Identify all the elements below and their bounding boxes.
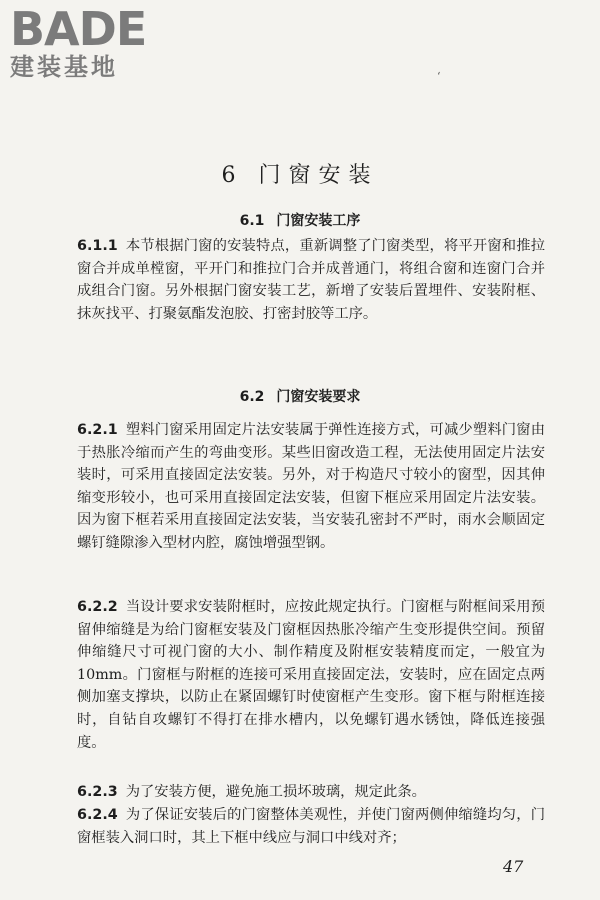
logo-subtitle: 建装基地 [10, 53, 118, 81]
clause-6-2-2 [77, 596, 545, 754]
section-title: 门窗安装要求 [276, 389, 361, 405]
section-heading-6-1 [0, 210, 600, 230]
clause-text: 为了安装方便，避免施工损坏玻璃，规定此条。 [125, 784, 426, 800]
clause-6-1-1 [77, 235, 545, 325]
clause-number: 6.2.2 [77, 599, 118, 615]
clause-text: 为了保证安装后的门窗整体美观性，并使门窗两侧伸缩缝均匀，门窗框装入洞口时，其上下框中线应与洞口中线对齐； [77, 807, 545, 846]
clause-6-2-1 [77, 419, 545, 555]
logo [10, 2, 147, 82]
scan-mark: ʻ [437, 70, 441, 83]
section-heading-6-2 [0, 386, 600, 406]
clause-text: 当设计要求安装附框时，应按此规定执行。门窗框与附框间采用预留伸缩缝是为给门窗框安装及门窗框因热胀冷缩产生变形提供空间。预留伸缩缝尺寸可视门窗的大小、制作精度及附框安装精度而定，一般宜为10mm。门窗框与附框的连接可采用直接固定法，安装时，应在固定点两侧加塞支撑块，以防止在紧固螺钉时使窗框产生变形。窗下框与附框连接时，自钻自攻螺钉不得打在排水槽内，以免螺钉遇水锈蚀，降低连接强度。 [77, 599, 545, 751]
section-number: 6.1 [239, 213, 265, 229]
logo-wordmark: BADE [10, 2, 147, 56]
chapter-title: 6 门窗安装 [221, 163, 379, 188]
clause-number: 6.2.1 [77, 422, 118, 438]
clause-6-2-3 [77, 781, 545, 804]
clause-number: 6.1.1 [77, 238, 118, 254]
clause-text: 塑料门窗采用固定片法安装属于弹性连接方式，可减少塑料门窗由于热胀冷缩而产生的弯曲变形。某些旧窗改造工程，无法使用固定片法安装时，可采用直接固定法安装。另外，对于构造尺寸较小的窗型，因其伸缩变形较小，也可采用直接固定法安装，但窗下框应采用固定片法安装。因为窗下框若采用直接固定法安装，当安装孔密封不严时，雨水会顺固定螺钉缝隙渗入型材内腔，腐蚀增强型钢。 [77, 422, 545, 551]
section-number: 6.2 [239, 389, 265, 405]
clause-text: 本节根据门窗的安装特点，重新调整了门窗类型，将平开窗和推拉窗合并成单樘窗，平开门和推拉门合并成普通门，将组合窗和连窗门合并成组合门窗。另外根据门窗安装工艺，新增了安装后置埋件、安装附框、抹灰找平、打聚氨酯发泡胶、打密封胶等工序。 [77, 238, 545, 322]
clause-6-2-4 [77, 804, 545, 849]
clause-number: 6.2.4 [77, 807, 118, 823]
clause-number: 6.2.3 [77, 784, 118, 800]
section-title: 门窗安装工序 [276, 213, 361, 229]
page-number: 47 [503, 857, 524, 876]
